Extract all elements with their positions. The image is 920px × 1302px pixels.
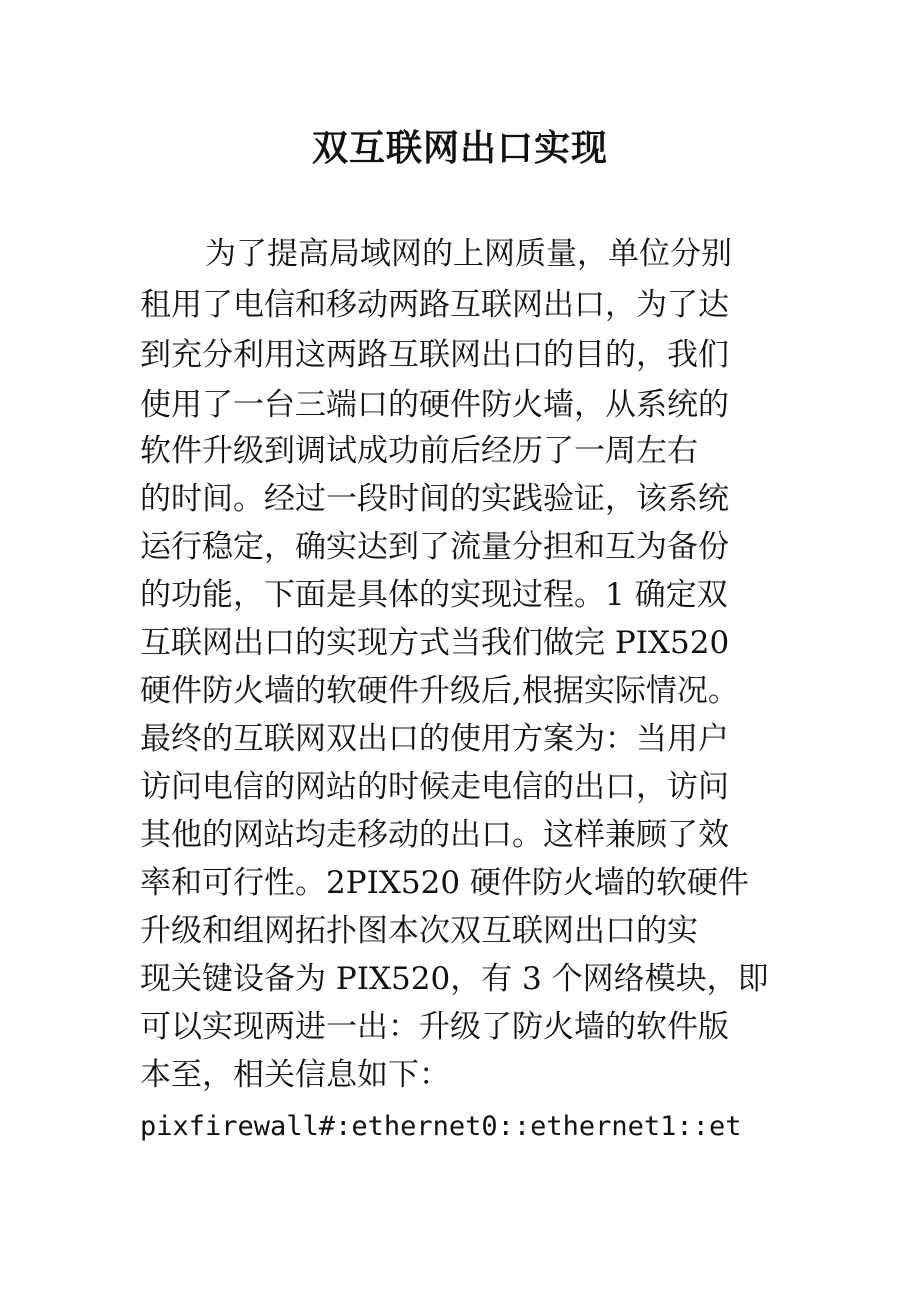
paragraph-line: 使用了一台三端口的硬件防火墙，从系统的 <box>140 387 729 423</box>
paragraph-line: 最终的互联网双出口的使用方案为：当用户 <box>140 721 729 757</box>
paragraph-line: 运行稳定，确实达到了流量分担和互为备份 <box>140 529 729 565</box>
paragraph-line: 访问电信的网站的时候走电信的出口，访问 <box>140 769 729 805</box>
paragraph-line: 硬件防火墙的软硬件升级后,根据实际情况。 <box>140 673 739 709</box>
paragraph-line: 租用了电信和移动两路互联网出口，为了达 <box>140 287 729 323</box>
paragraph-line: 为了提高局域网的上网质量，单位分别 <box>205 236 732 272</box>
paragraph-line: 到充分利用这两路互联网出口的目的，我们 <box>140 337 729 373</box>
paragraph-line: 现关键设备为 PIX520，有 3 个网络模块，即 <box>140 961 769 997</box>
document-title: 双互联网出口实现 <box>311 127 608 169</box>
paragraph-line: 本至，相关信息如下： <box>140 1057 450 1093</box>
paragraph-line: 升级和组网拓扑图本次双互联网出口的实 <box>140 913 698 949</box>
paragraph-line: 的时间。经过一段时间的实践验证，该系统 <box>140 481 729 517</box>
paragraph-line: 互联网出口的实现方式当我们做完 PIX520 <box>140 625 730 661</box>
code-line: pixfirewall#:ethernet0::ethernet1::et <box>140 1111 742 1142</box>
paragraph-line: 率和可行性。2PIX520 硬件防火墙的软硬件 <box>140 865 749 901</box>
paragraph-line: 的功能，下面是具体的实现过程。1 确定双 <box>140 577 728 613</box>
paragraph-line: 可以实现两进一出：升级了防火墙的软件版 <box>140 1009 729 1045</box>
paragraph-line: 其他的网站均走移动的出口。这样兼顾了效 <box>140 817 729 853</box>
paragraph-line: 软件升级到调试成功前后经历了一周左右 <box>140 433 698 469</box>
